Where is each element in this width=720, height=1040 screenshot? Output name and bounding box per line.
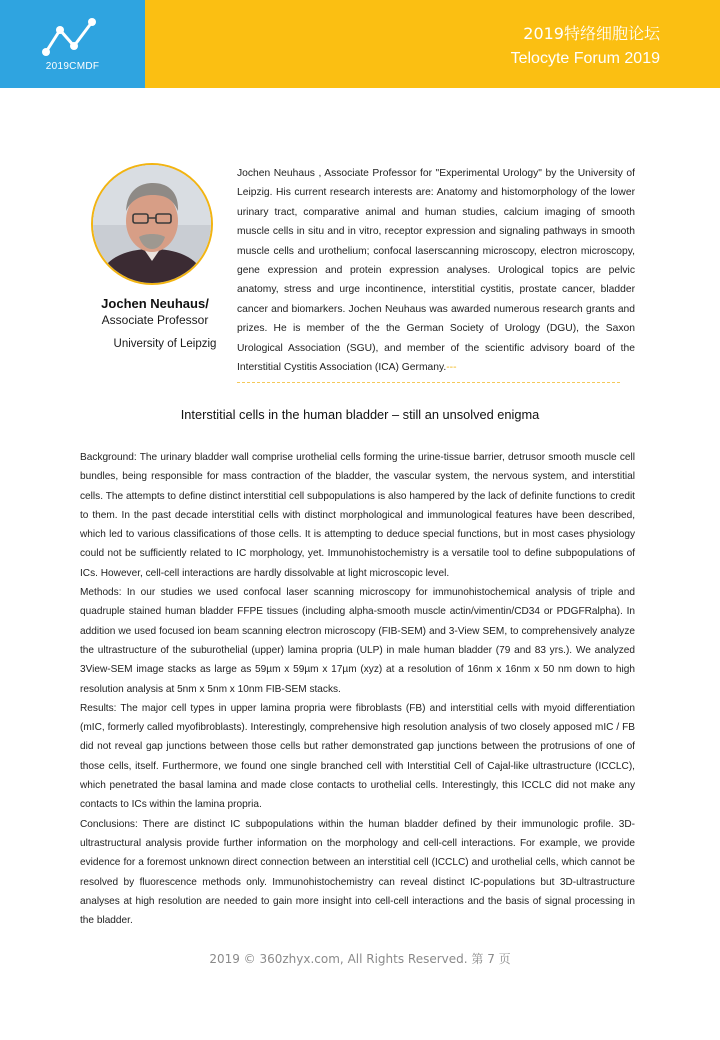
speaker-affiliation: University of Leipzig <box>113 338 217 350</box>
abstract-heading: Interstitial cells in the human bladder – still an unsolved enigma <box>180 407 540 422</box>
speaker-bio <box>237 164 635 377</box>
line-graph-logo-icon <box>40 16 102 58</box>
bio-trailing-dashes: --- <box>446 362 457 374</box>
speaker-title: Associate Professor <box>101 313 209 327</box>
page-header <box>0 0 720 88</box>
forum-title-cn: 2019特络细胞论坛 <box>523 24 660 43</box>
abstract-conclusions: Conclusions: There are distinct IC subpopulations within the human bladder defined by their immunologic profile. 3D-ultrastructural analysis provide further information on the morphology and cell-cell interactions. For example, we provide evidence for a foremost unknown direct connection between an interstitial cell (ICCLC) and urothelial cells, which cannot be resolved by fluorescence methods only. Immunohistochemistry can reveal distinct IC-populations but 3D-ultrastructure analyses at high resolution are needed to gain more insight into cell-cell interactions and the basis of signal processing in the bladder. <box>80 818 635 927</box>
abstract-body <box>80 448 635 930</box>
logo-label: 2019CMDF <box>45 61 100 72</box>
bio-divider <box>237 382 620 383</box>
forum-title-en: Telocyte Forum 2019 <box>510 50 660 67</box>
portrait-photo-icon <box>93 165 211 283</box>
abstract-background: Background: The urinary bladder wall comprise urothelial cells forming the urine-tissue barrier, detrusor smooth muscle cell bundles, being responsible for mass contraction of the bladder, the vascular system, the nervous system, and interstitial cells. The attempts to define distinct interstitial cell subpopulations is also hampered by the lack of definite functions to credit to them. In the past decade interstitial cells with distinct morphological and immunological features have been described, which led to various classifications of those cells. It is attempting to deduce special functions, but in most cases physiology could not be sufficiently related to IC morphology, yet. Immunohistochemistry is a versatile tool to define subpopulations of ICs. However, cell-cell interactions are hardly dissolvable at light microscopic level. <box>80 452 635 579</box>
page-footer: 2019 © 360zhyx.com, All Rights Reserved. 第 7 页 <box>209 952 511 966</box>
logo <box>0 0 145 88</box>
speaker-portrait <box>91 163 213 285</box>
speaker-bio-text: Jochen Neuhaus , Associate Professor for "Experimental Urology" by the University of Leipzig. His current research interests are: Anatomy and histomorphology of the lower urinary tract, comparative animal and human studies, calcium imaging of smooth muscle cells in situ and in vitro, receptor expression and signaling pathways in smooth muscle cells and urothelium; confocal laserscanning microscopy, electron microscopy, gene expression and protein expression analyses. Urological topics are pelvic anatomy, stress and urge incontinence, interstitial cystitis, prostate cancer, bladder cancer and biomarkers. Jochen Neuhaus was awarded numerous research grants and prizes. He is member of the the German Society of Urology (DGU), the Saxon Urological Association (SGU), and member of the scientific advisory board of the Interstitial Cystitis Association (ICA) Germany. <box>237 168 635 374</box>
abstract-methods: Methods: In our studies we used confocal laser scanning microscopy for immunohistochemical analysis of triple and quadruple stained human bladder FFPE tissues (including alpha-smooth muscle actin/vimentin/CD34 or PDGFRalpha). In addition we used focused ion beam scanning electron microscopy (FIB-SEM) and 3-View SEM, to comprehensively analyze the ultrastructure of the suburothelial (upper) lamina propria (ULP) in male human bladder (79 and 83 yrs.). We analyzed 3View-SEM image stacks as large as 59µm x 59µm x 17µm (xyz) at a resolution of 16nm x 16nm x 50 nm down to high resolution analysis at 5nm x 5nm x 10nm FIB-SEM stacks. <box>80 587 635 695</box>
abstract-results: Results: The major cell types in upper lamina propria were fibroblasts (FB) and interstitial cells with myoid differentiation (mIC, formerly called myofibroblasts). Interestingly, comprehensive high resolution analysis of two closely apposed mIC / FB did not reveal gap junctions between those cells but rather demonstrated gap junctions between the protrusions of one of those cells, itself. Furthermore, we found one single branched cell with Interstitial Cell of Cajal-like ultrastructure (ICCLC), which penetrated the basal lamina and made close contacts to urothelial cells. Interestingly, this ICCLC did not make any contacts to ICs within the lamina propria. <box>80 702 635 811</box>
speaker-name: Jochen Neuhaus/ <box>101 296 209 311</box>
